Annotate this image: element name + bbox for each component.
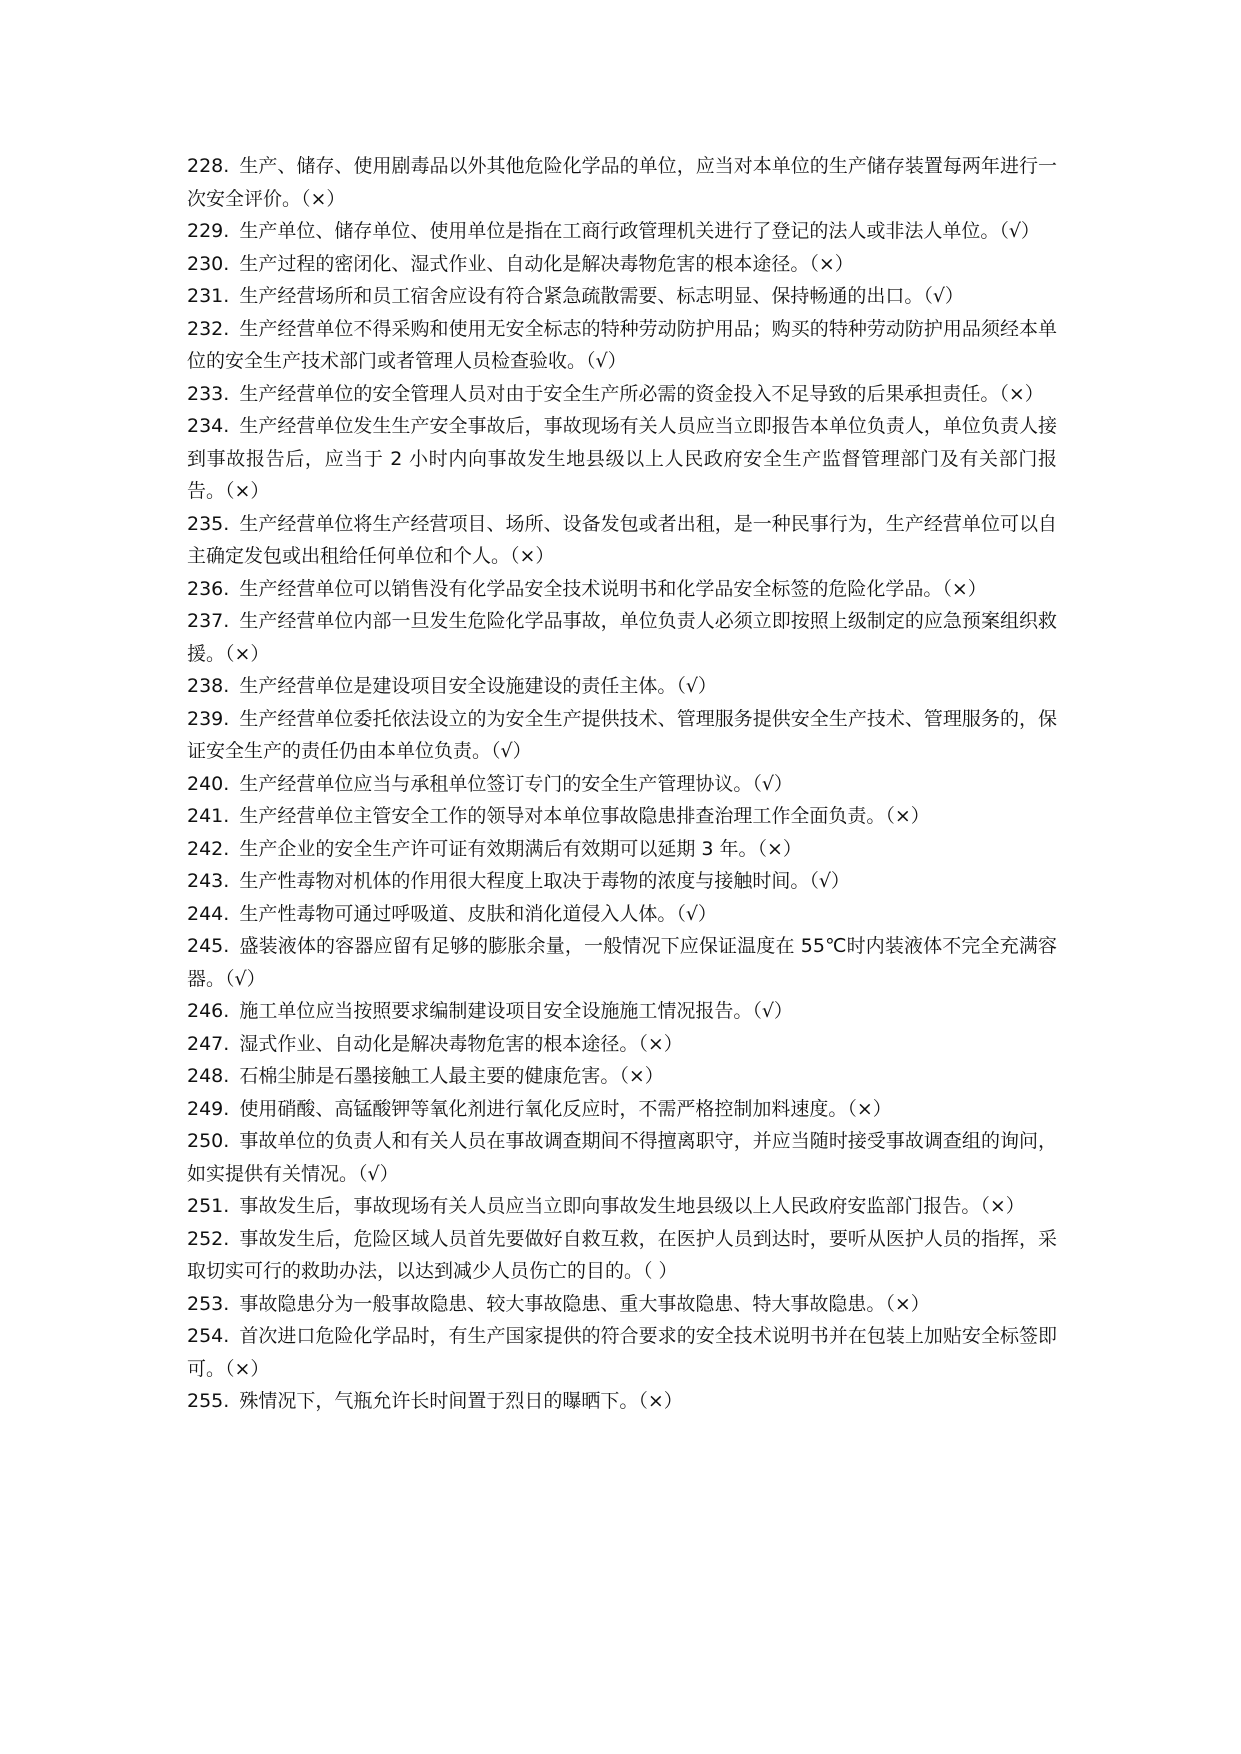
item-text: 首次进口危险化学品时，有生产国家提供的符合要求的安全技术说明书并在包装上加贴安全标签即可。（×） [187, 1325, 1057, 1380]
item-text: 使用硝酸、高锰酸钾等氧化剂进行氧化反应时，不需严格控制加料速度。（×） [239, 1097, 892, 1120]
item-number: 243. [187, 870, 230, 892]
item-text: 事故单位的负责人和有关人员在事故调查期间不得擅离职守，并应当随时接受事故调查组的询问，如实提供有关情况。（√） [187, 1130, 1057, 1185]
list-item [187, 1223, 1057, 1288]
list-item [187, 800, 1057, 833]
item-number: 250. [187, 1130, 230, 1152]
item-number: 253. [187, 1292, 230, 1315]
list-item [187, 1060, 1057, 1093]
item-number: 254. [187, 1325, 230, 1347]
item-text: 生产单位、储存单位、使用单位是指在工商行政管理机关进行了登记的法人或非法人单位。（√） [239, 220, 1040, 242]
question-list [187, 150, 1057, 1418]
list-item [187, 1320, 1057, 1385]
item-number: 252. [187, 1227, 230, 1250]
list-item [187, 670, 1057, 703]
item-number: 232. [187, 317, 230, 340]
item-text: 生产经营单位将生产经营项目、场所、设备发包或者出租，是一种民事行为，生产经营单位可以自主确定发包或出租给任何单位和个人。（×） [187, 512, 1057, 567]
item-number: 242. [187, 837, 230, 860]
item-text: 殊情况下，气瓶允许长时间置于烈日的曝晒下。（×） [239, 1390, 683, 1412]
item-number: 248. [187, 1065, 230, 1087]
list-item [187, 1288, 1057, 1321]
item-text: 湿式作业、自动化是解决毒物危害的根本途径。（×） [239, 1032, 683, 1055]
item-number: 231. [187, 285, 230, 307]
item-text: 石棉尘肺是石墨接触工人最主要的健康危害。（×） [239, 1065, 664, 1087]
item-number: 230. [187, 252, 230, 275]
item-text: 事故发生后，事故现场有关人员应当立即向事故发生地县级以上人民政府安监部门报告。（×） [239, 1195, 1025, 1217]
list-item [187, 605, 1057, 670]
item-text: 生产经营单位不得采购和使用无安全标志的特种劳动防护用品；购买的特种劳动防护用品须经本单位的安全生产技术部门或者管理人员检查验收。（√） [187, 317, 1057, 372]
item-number: 244. [187, 902, 230, 925]
item-text: 施工单位应当按照要求编制建设项目安全设施施工情况报告。（√） [239, 1000, 793, 1022]
list-item [187, 313, 1057, 378]
list-item [187, 248, 1057, 281]
item-number: 238. [187, 675, 230, 697]
item-text: 生产经营单位内部一旦发生危险化学品事故，单位负责人必须立即按照上级制定的应急预案组织救援。（×） [187, 610, 1057, 665]
item-number: 246. [187, 1000, 230, 1022]
item-number: 235. [187, 512, 230, 535]
item-number: 239. [187, 707, 230, 730]
item-number: 234. [187, 415, 230, 437]
list-item [187, 768, 1057, 801]
item-text: 盛装液体的容器应留有足够的膨胀余量，一般情况下应保证温度在 55℃时内装液体不完全充满容器。（√） [187, 935, 1057, 990]
list-item [187, 215, 1057, 248]
list-item [187, 573, 1057, 606]
list-item [187, 1125, 1057, 1190]
item-number: 237. [187, 610, 230, 632]
item-number: 229. [187, 220, 230, 242]
item-number: 249. [187, 1097, 230, 1120]
item-number: 247. [187, 1032, 230, 1055]
list-item [187, 898, 1057, 931]
item-text: 生产性毒物对机体的作用很大程度上取决于毒物的浓度与接触时间。（√） [239, 870, 850, 892]
item-text: 生产过程的密闭化、湿式作业、自动化是解决毒物危害的根本途径。（×） [239, 252, 854, 275]
list-item [187, 865, 1057, 898]
item-text: 事故发生后，危险区域人员首先要做好自救互救，在医护人员到达时，要听从医护人员的指挥，采取切实可行的救助办法，以达到减少人员伤亡的目的。（ ） [187, 1227, 1057, 1282]
list-item [187, 508, 1057, 573]
list-item [187, 410, 1057, 508]
item-text: 生产经营单位主管安全工作的领导对本单位事故隐患排查治理工作全面负责。（×） [239, 805, 930, 827]
list-item [187, 995, 1057, 1028]
list-item [187, 378, 1057, 411]
list-item [187, 930, 1057, 995]
item-text: 生产企业的安全生产许可证有效期满后有效期可以延期 3 年。（×） [239, 837, 802, 860]
list-item [187, 703, 1057, 768]
list-item [187, 1385, 1057, 1418]
item-number: 251. [187, 1195, 230, 1217]
item-number: 245. [187, 935, 230, 957]
item-text: 生产经营单位应当与承租单位签订专门的安全生产管理协议。（√） [239, 772, 793, 795]
item-text: 生产、储存、使用剧毒品以外其他危险化学品的单位，应当对本单位的生产储存装置每两年进行一次安全评价。（×） [187, 155, 1057, 210]
list-item [187, 280, 1057, 313]
list-item [187, 1190, 1057, 1223]
list-item [187, 1093, 1057, 1126]
list-item [187, 1028, 1057, 1061]
item-text: 事故隐患分为一般事故隐患、较大事故隐患、重大事故隐患、特大事故隐患。（×） [239, 1292, 930, 1315]
item-number: 240. [187, 772, 230, 795]
item-text: 生产经营单位委托依法设立的为安全生产提供技术、管理服务提供安全生产技术、管理服务的，保证安全生产的责任仍由本单位负责。（√） [187, 707, 1057, 762]
item-text: 生产经营单位可以销售没有化学品安全技术说明书和化学品安全标签的危险化学品。（×） [239, 577, 987, 600]
list-item [187, 150, 1057, 215]
item-number: 228. [187, 155, 230, 177]
item-number: 233. [187, 382, 230, 405]
item-text: 生产经营场所和员工宿舍应设有符合紧急疏散需要、标志明显、保持畅通的出口。（√） [239, 285, 964, 307]
item-number: 236. [187, 577, 230, 600]
item-text: 生产经营单位发生生产安全事故后，事故现场有关人员应当立即报告本单位负责人，单位负责人接到事故报告后，应当于 2 小时内向事故发生地县级以上人民政府安全生产监督管理部门及有关部门报告。（×） [187, 415, 1057, 502]
item-number: 255. [187, 1390, 230, 1412]
item-number: 241. [187, 805, 230, 827]
item-text: 生产经营单位是建设项目安全设施建设的责任主体。（√） [239, 675, 717, 697]
item-text: 生产性毒物可通过呼吸道、皮肤和消化道侵入人体。（√） [239, 902, 717, 925]
list-item [187, 833, 1057, 866]
item-text: 生产经营单位的安全管理人员对由于安全生产所必需的资金投入不足导致的后果承担责任。（×） [239, 382, 1044, 405]
